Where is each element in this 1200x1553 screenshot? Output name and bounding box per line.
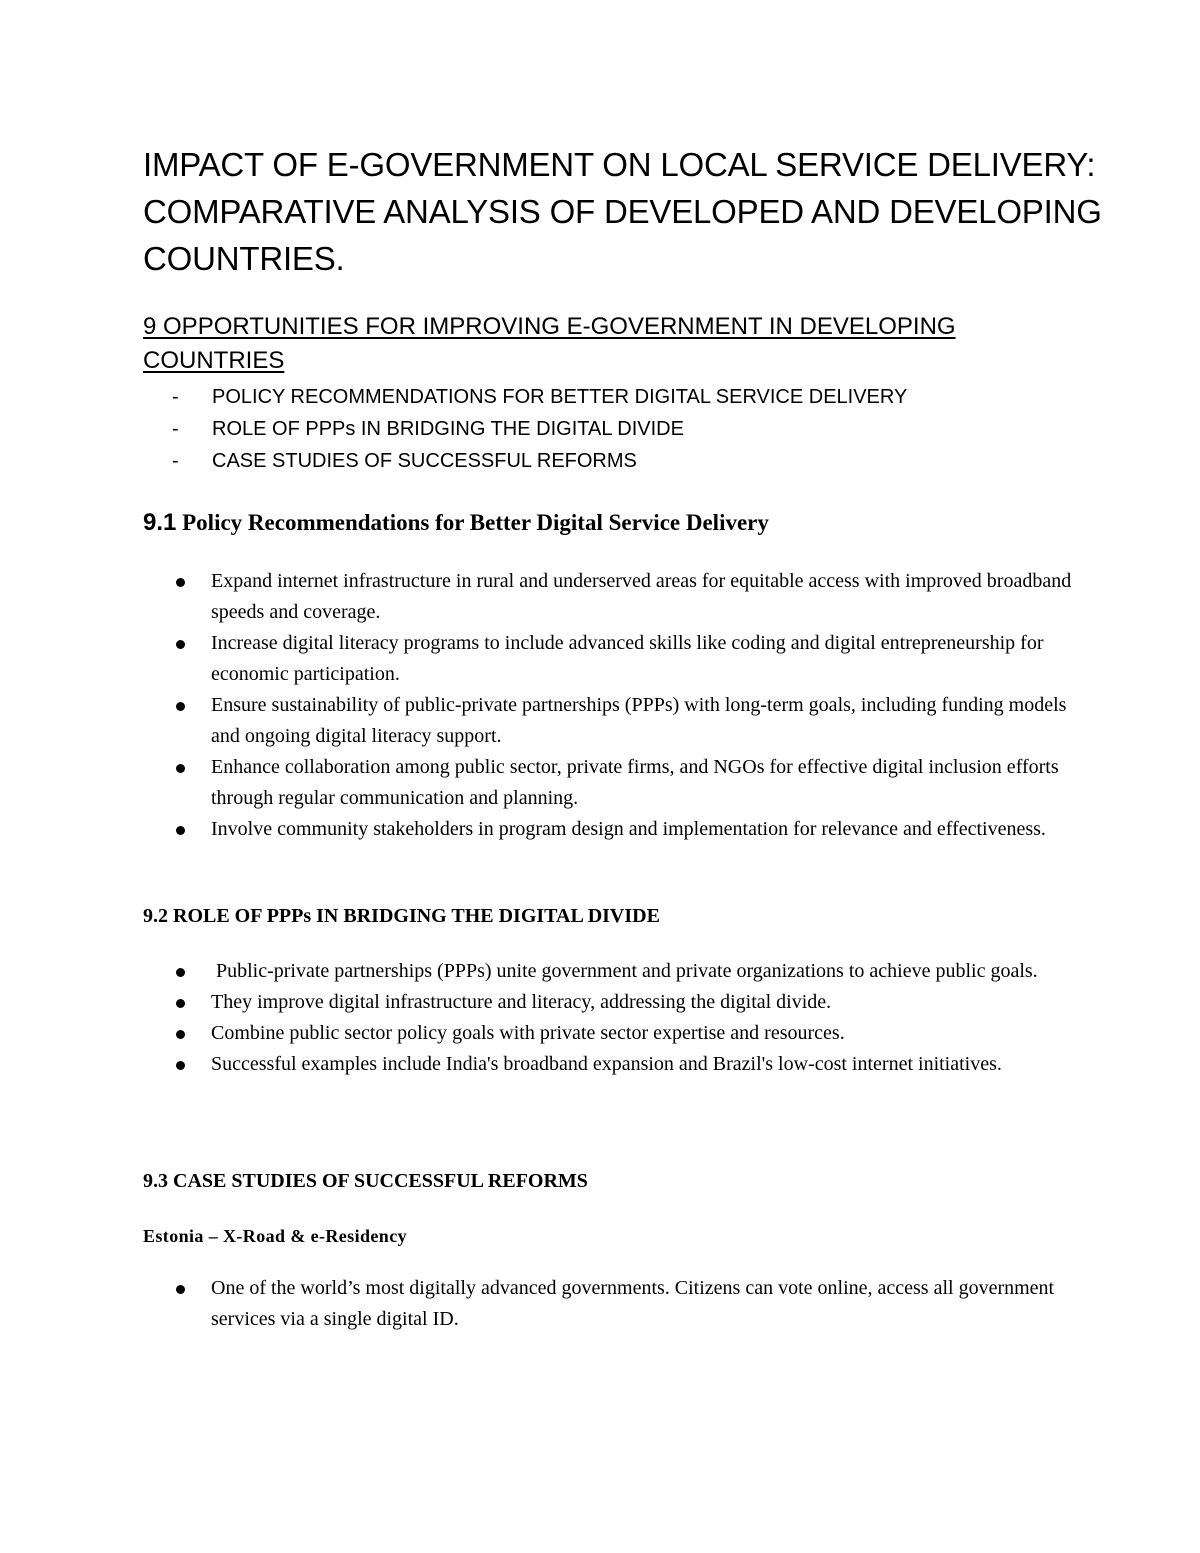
bullet-dot-icon xyxy=(176,640,185,649)
dash-bullet-icon: - xyxy=(172,450,179,472)
list-item-text: One of the world’s most digitally advanced governments. Citizens can vote online, access all government services via a single digital ID. xyxy=(211,1277,1055,1330)
bullet-dot-icon xyxy=(176,1030,185,1039)
list-item-text: Involve community stakeholders in program design and implementation for relevance and effectiveness. xyxy=(211,818,1046,840)
list-item-text: Expand internet infrastructure in rural and underserved areas for equitable access with improved broadband speeds and coverage. xyxy=(211,570,1072,623)
list-item xyxy=(172,987,1072,1018)
section-title: Policy Recommendations for Better Digital Service Delivery xyxy=(182,510,769,535)
outline-item xyxy=(172,445,907,477)
section-number: 9.1 xyxy=(143,509,177,536)
outline-item-text: POLICY RECOMMENDATIONS FOR BETTER DIGITAL SERVICE DELIVERY xyxy=(212,386,908,408)
bullet-dot-icon xyxy=(176,1285,185,1294)
outline-item-text: CASE STUDIES OF SUCCESSFUL REFORMS xyxy=(212,450,637,472)
outline-item xyxy=(172,413,907,445)
list-item xyxy=(172,752,1072,814)
bullet-dot-icon xyxy=(176,826,185,835)
list-item xyxy=(172,956,1072,987)
list-item xyxy=(172,1049,1072,1080)
outline-item-text: ROLE OF PPPs IN BRIDGING THE DIGITAL DIVIDE xyxy=(212,418,684,440)
bullet-dot-icon xyxy=(176,764,185,773)
list-item xyxy=(172,814,1072,845)
section-9-2-heading: 9.2 ROLE OF PPPs IN BRIDGING THE DIGITAL DIVIDE xyxy=(143,905,660,927)
chapter-outline-list xyxy=(172,381,907,477)
list-item-text: Successful examples include India's broadband expansion and Brazil's low-cost internet initiatives. xyxy=(211,1053,1002,1075)
estonia-subsection-heading: Estonia – X-Road & e-Residency xyxy=(143,1226,407,1246)
list-item xyxy=(172,1273,1072,1335)
list-item-text: They improve digital infrastructure and literacy, addressing the digital divide. xyxy=(211,991,832,1013)
section-9-3-heading: 9.3 CASE STUDIES OF SUCCESSFUL REFORMS xyxy=(143,1170,588,1192)
list-item-text: Public-private partnerships (PPPs) unite government and private organizations to achieve public goals. xyxy=(211,960,1038,982)
list-item xyxy=(172,690,1072,752)
bullet-dot-icon xyxy=(176,578,185,587)
list-item xyxy=(172,628,1072,690)
list-item-text: Ensure sustainability of public-private partnerships (PPPs) with long-term goals, including funding models and ongoing digital literacy support. xyxy=(211,694,1067,747)
estonia-bullet-list xyxy=(172,1273,1072,1335)
list-item xyxy=(172,1018,1072,1049)
bullet-dot-icon xyxy=(176,1061,185,1070)
bullet-dot-icon xyxy=(176,968,185,977)
list-item-text: Combine public sector policy goals with private sector expertise and resources. xyxy=(211,1022,845,1044)
bullet-dot-icon xyxy=(176,999,185,1008)
section-9-1-heading xyxy=(143,505,769,541)
outline-item xyxy=(172,381,907,413)
document-title: IMPACT OF E-GOVERNMENT ON LOCAL SERVICE DELIVERY: COMPARATIVE ANALYSIS OF DEVELOPED AND DEVELOPING COUNTRIES. xyxy=(143,146,1102,277)
dash-bullet-icon: - xyxy=(172,418,179,440)
chapter-heading: 9 OPPORTUNITIES FOR IMPROVING E-GOVERNMENT IN DEVELOPING COUNTRIES xyxy=(143,313,956,374)
bullet-dot-icon xyxy=(176,702,185,711)
list-item-text: Enhance collaboration among public sector, private firms, and NGOs for effective digital inclusion efforts through regular communication and planning. xyxy=(211,756,1059,809)
dash-bullet-icon: - xyxy=(172,386,179,408)
section-9-2-bullet-list xyxy=(172,956,1072,1080)
section-9-1-bullet-list xyxy=(172,566,1072,845)
list-item xyxy=(172,566,1072,628)
list-item-text: Increase digital literacy programs to include advanced skills like coding and digital entrepreneurship for economic participation. xyxy=(211,632,1044,685)
